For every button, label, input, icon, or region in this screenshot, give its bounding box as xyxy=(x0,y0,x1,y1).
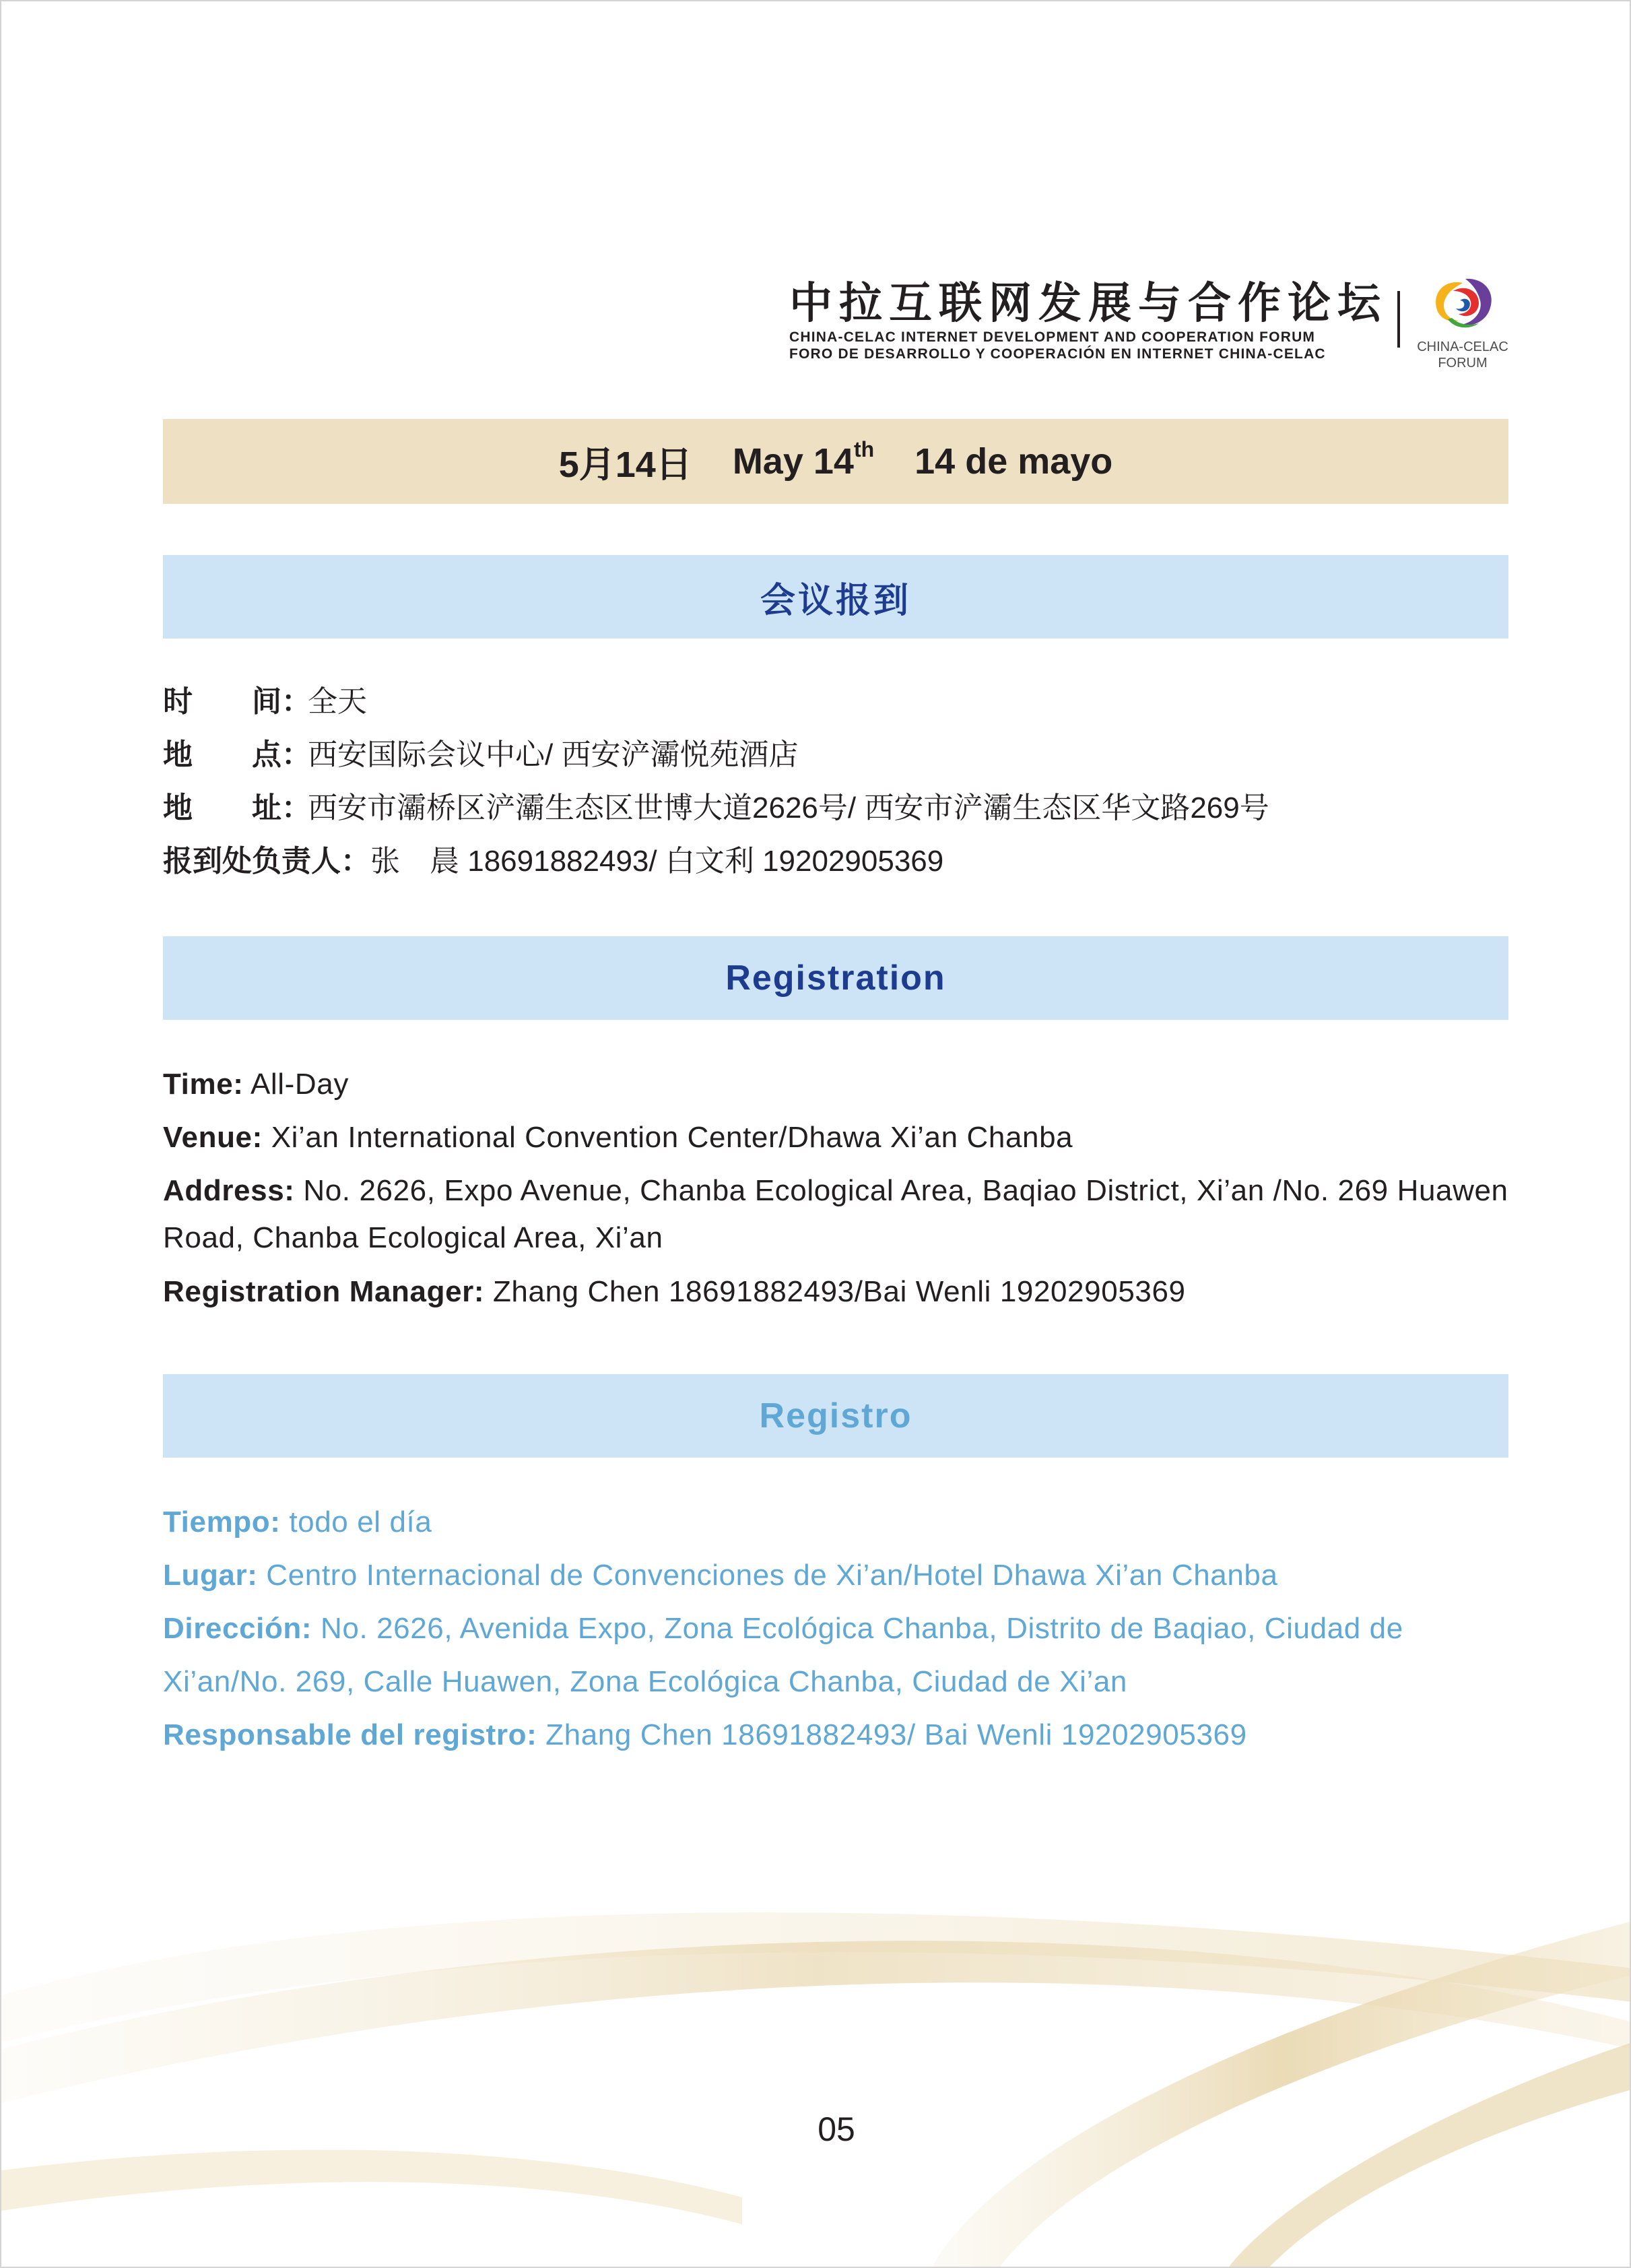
info-row-manager xyxy=(163,1708,1510,1761)
info-row-address xyxy=(163,1602,1510,1708)
section-title-chinese: 会议报到 xyxy=(163,555,1508,639)
info-row-time xyxy=(163,1058,1510,1111)
info-row-address xyxy=(163,1164,1510,1265)
date-spanish: 14 de mayo xyxy=(914,441,1113,482)
registration-info-spanish xyxy=(163,1495,1510,1761)
logo-caption-line-1: CHINA-CELAC xyxy=(1417,339,1508,354)
address-label: 地 址： xyxy=(163,791,311,824)
header-divider xyxy=(1397,291,1400,348)
address-value: No. 2626, Expo Avenue, Chanba Ecological Area, Baqiao District, Xi’an /No. 269 Huawen Road, Chanba Ecological Area, Xi’an xyxy=(163,1174,1508,1254)
forum-logo-graphic xyxy=(1422,271,1503,338)
decorative-swoosh-background xyxy=(1,1820,1631,2268)
page-number: 05 xyxy=(818,2110,855,2148)
forum-header xyxy=(789,271,1530,379)
logo-caption-line-2: FORUM xyxy=(1438,356,1488,370)
info-row-address xyxy=(163,781,1510,835)
manager-value: Zhang Chen 18691882493/Bai Wenli 19202905369 xyxy=(484,1275,1186,1308)
info-row-venue xyxy=(163,1549,1510,1602)
time-value: 全天 xyxy=(308,685,367,718)
venue-value: Xi’an International Convention Center/Dhawa Xi’an Chanba xyxy=(262,1121,1073,1154)
venue-label: Lugar: xyxy=(163,1559,258,1592)
info-row-manager xyxy=(163,1265,1510,1318)
info-row-time xyxy=(163,675,1510,728)
info-row-time xyxy=(163,1495,1510,1549)
address-value: 西安市灞桥区浐灞生态区世博大道2626号/ 西安市浐灞生态区华文路269号 xyxy=(308,791,1269,824)
manager-label: Registration Manager: xyxy=(163,1275,485,1308)
manager-label: 报到处负责人： xyxy=(163,845,370,878)
manager-label: Responsable del registro: xyxy=(163,1718,537,1751)
date-english-suffix: th xyxy=(853,437,875,461)
manager-value: 张 晨 18691882493/ 白文利 19202905369 xyxy=(370,845,944,878)
address-label: Dirección: xyxy=(163,1612,312,1645)
venue-value: Centro Internacional de Convenciones de Xi’an/Hotel Dhawa Xi’an Chanba xyxy=(257,1559,1278,1592)
date-bar xyxy=(163,419,1508,504)
info-row-manager xyxy=(163,835,1510,888)
venue-value: 西安国际会议中心/ 西安浐灞悦苑酒店 xyxy=(308,738,799,771)
address-label: Address: xyxy=(163,1174,295,1207)
venue-label: Venue: xyxy=(163,1121,263,1154)
manager-value: Zhang Chen 18691882493/ Bai Wenli 19202905369 xyxy=(537,1718,1247,1751)
date-english: May 14th xyxy=(732,437,875,482)
time-value: todo el día xyxy=(280,1505,432,1538)
time-label: 时 间： xyxy=(163,685,311,718)
registration-info-english xyxy=(163,1058,1510,1318)
forum-title-spanish: FORO DE DESARROLLO Y COOPERACIÓN EN INTERNET CHINA-CELAC xyxy=(789,346,1326,362)
address-value: No. 2626, Avenida Expo, Zona Ecológica Chanba, Distrito de Baqiao, Ciudad de Xi’an/No. 269, Calle Huawen, Zona Ecológica Chanba, Ciudad de Xi’an xyxy=(163,1612,1403,1698)
forum-title-english: CHINA-CELAC INTERNET DEVELOPMENT AND COOPERATION FORUM xyxy=(789,329,1316,345)
forum-title-chinese: 中拉互联网发展与合作论坛 xyxy=(789,279,1387,327)
section-title-spanish: Registro xyxy=(163,1374,1508,1458)
forum-title-block xyxy=(789,278,1385,362)
date-chinese: 5月14日 xyxy=(558,444,692,485)
time-label: Tiempo: xyxy=(163,1505,281,1538)
time-label: Time: xyxy=(163,1068,244,1101)
china-celac-forum-logo-icon xyxy=(1412,271,1513,372)
section-title-english: Registration xyxy=(163,936,1508,1020)
time-value: All-Day xyxy=(243,1068,349,1101)
info-row-venue xyxy=(163,1111,1510,1164)
registration-info-chinese xyxy=(163,675,1510,888)
info-row-venue xyxy=(163,728,1510,781)
venue-label: 地 点： xyxy=(163,738,311,771)
